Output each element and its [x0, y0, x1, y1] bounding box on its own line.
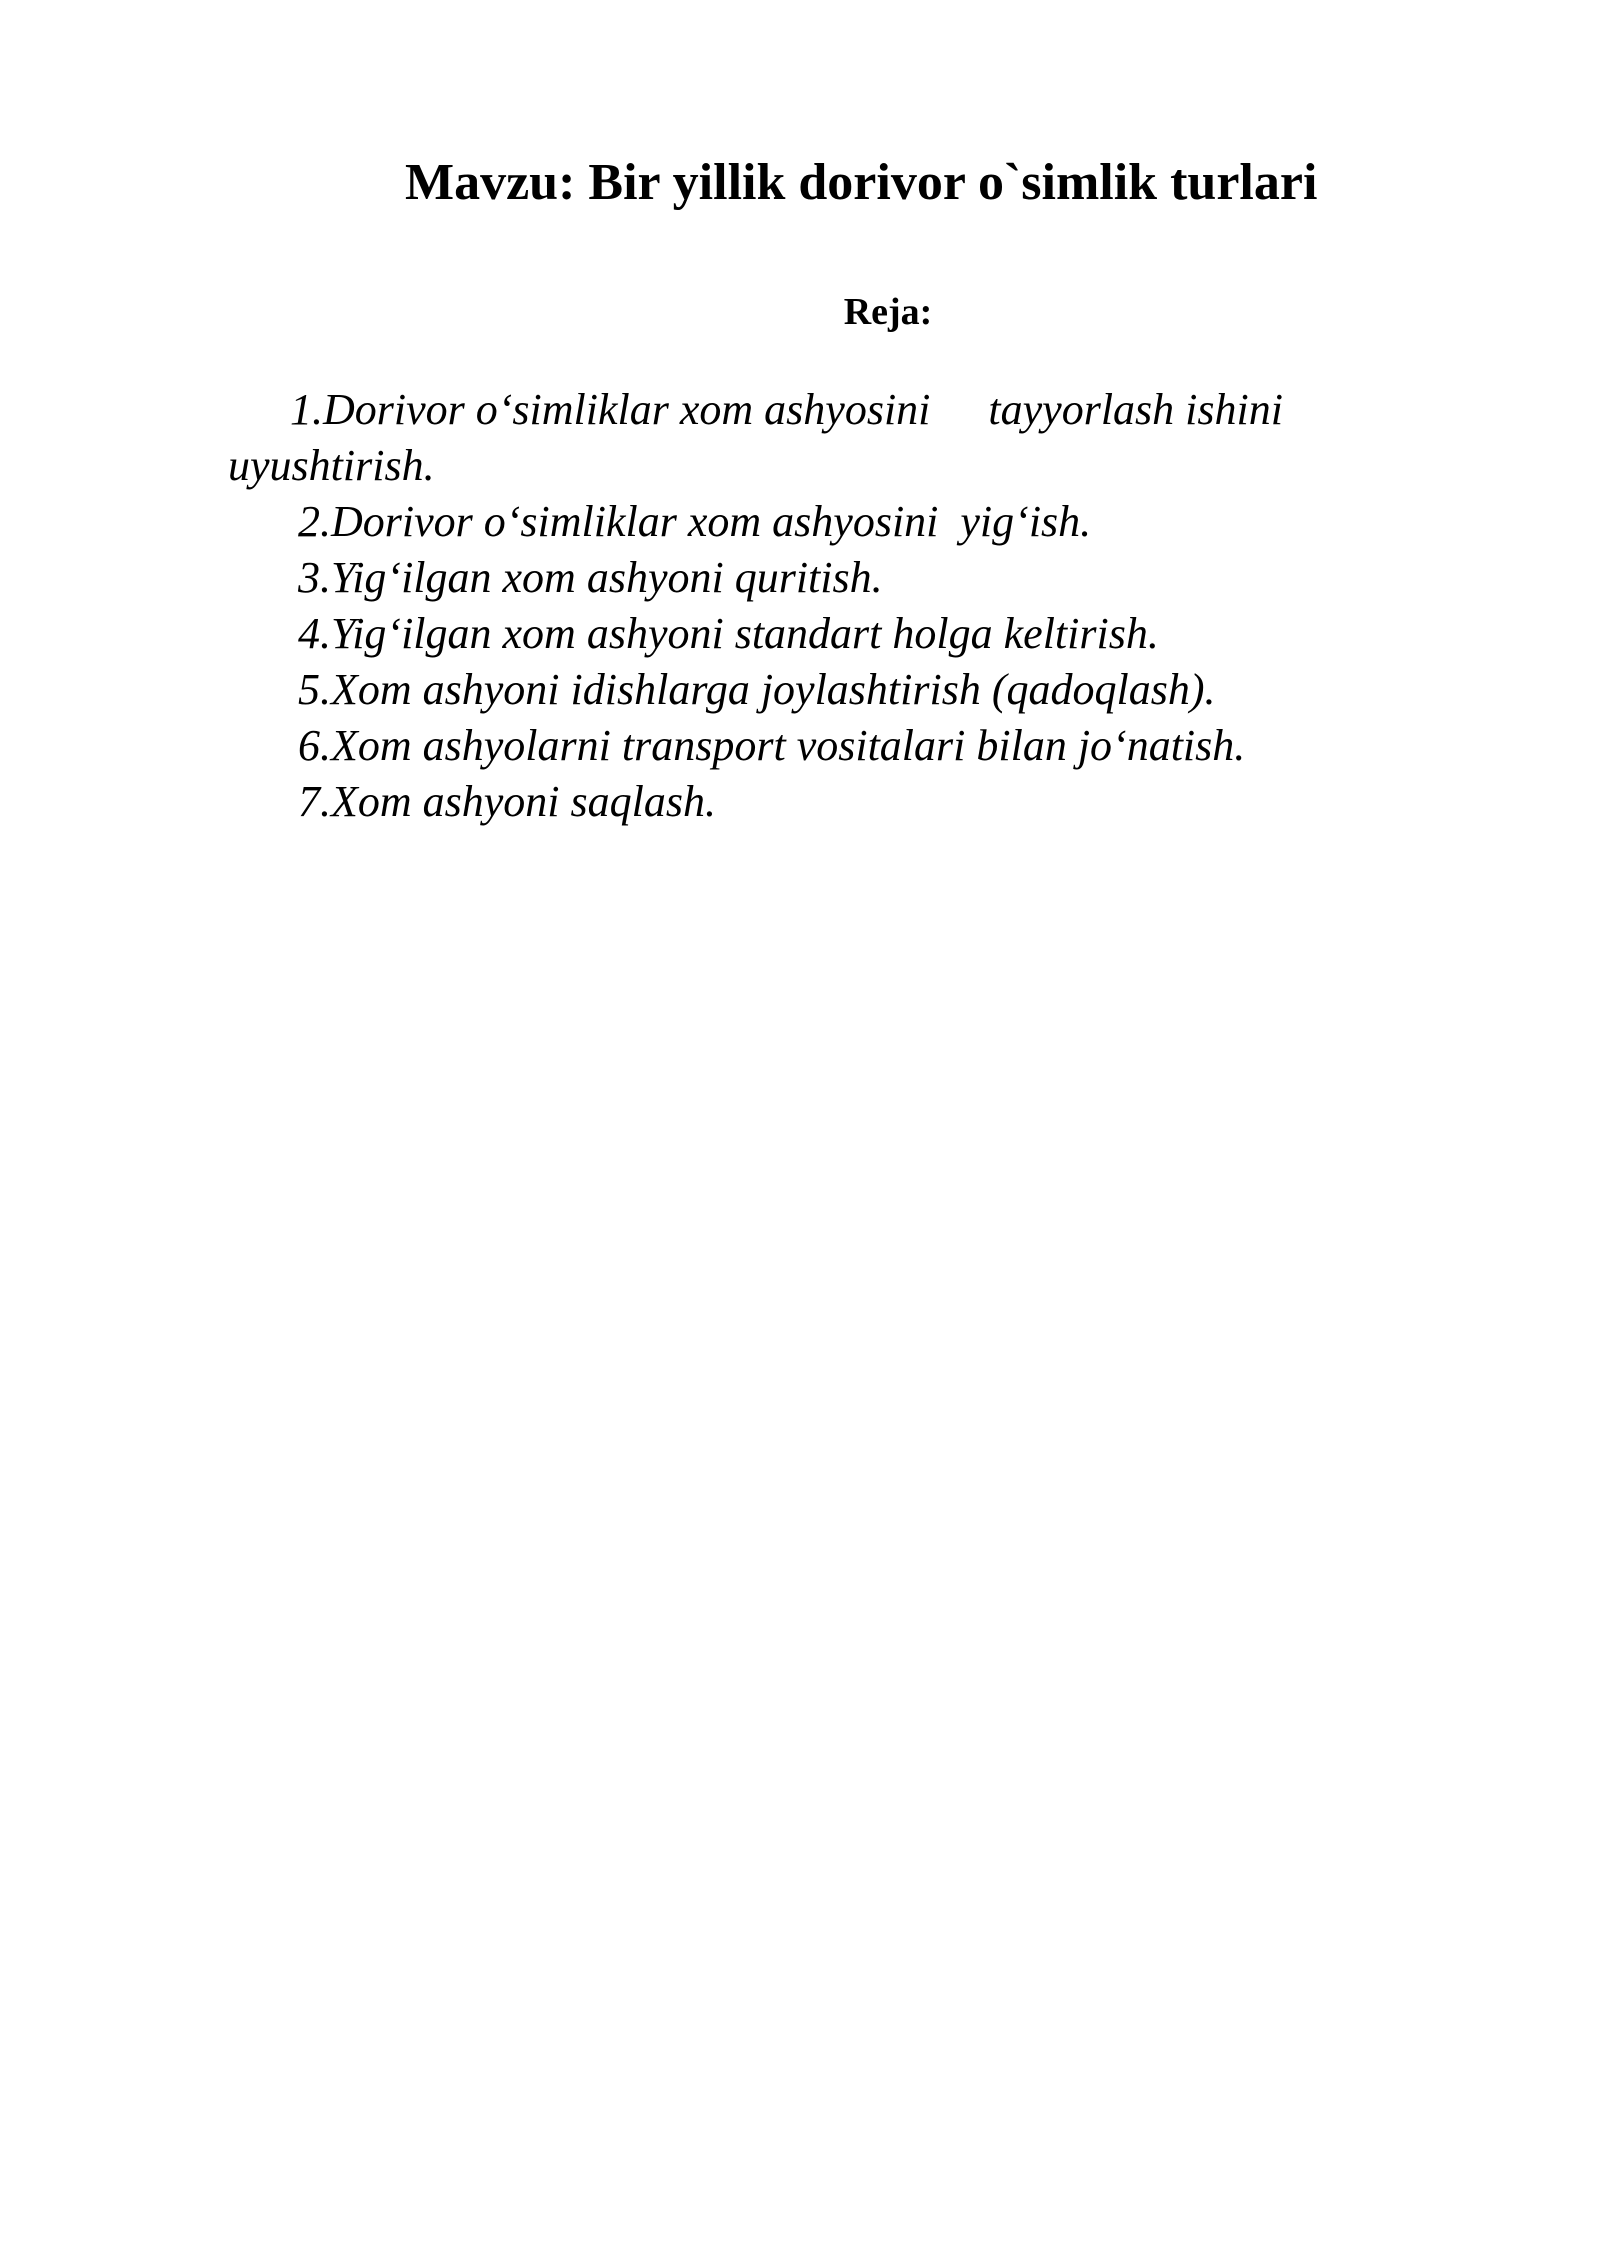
- plan-item-1: [228, 382, 1396, 494]
- plan-item-4: 4.Yig‘ilgan xom ashyoni standart holga keltirish.: [298, 609, 1159, 658]
- plan-item-7: 7.Xom ashyoni saqlash.: [298, 777, 716, 826]
- plan-item-1-continuation: uyushtirish.: [228, 441, 435, 490]
- plan-list: [228, 382, 1396, 830]
- plan-item-3: 3.Yig‘ilgan xom ashyoni quritish.: [298, 553, 883, 602]
- plan-item-6: 6.Xom ashyolarni transport vositalari bilan jo‘natish.: [298, 721, 1246, 770]
- plan-item-1-part-2: tayyorlash ishini: [988, 385, 1283, 434]
- plan-item-1-part-1: 1.Dorivor o‘simliklar xom ashyosini: [290, 385, 931, 434]
- document-title: Mavzu: Bir yillik dorivor o`simlik turlari: [405, 154, 1318, 211]
- plan-heading: Reja:: [843, 291, 933, 333]
- plan-item-2: 2.Dorivor o‘simliklar xom ashyosini yig‘ish.: [298, 497, 1092, 546]
- plan-item-5: 5.Xom ashyoni idishlarga joylashtirish (qadoqlash).: [298, 665, 1216, 714]
